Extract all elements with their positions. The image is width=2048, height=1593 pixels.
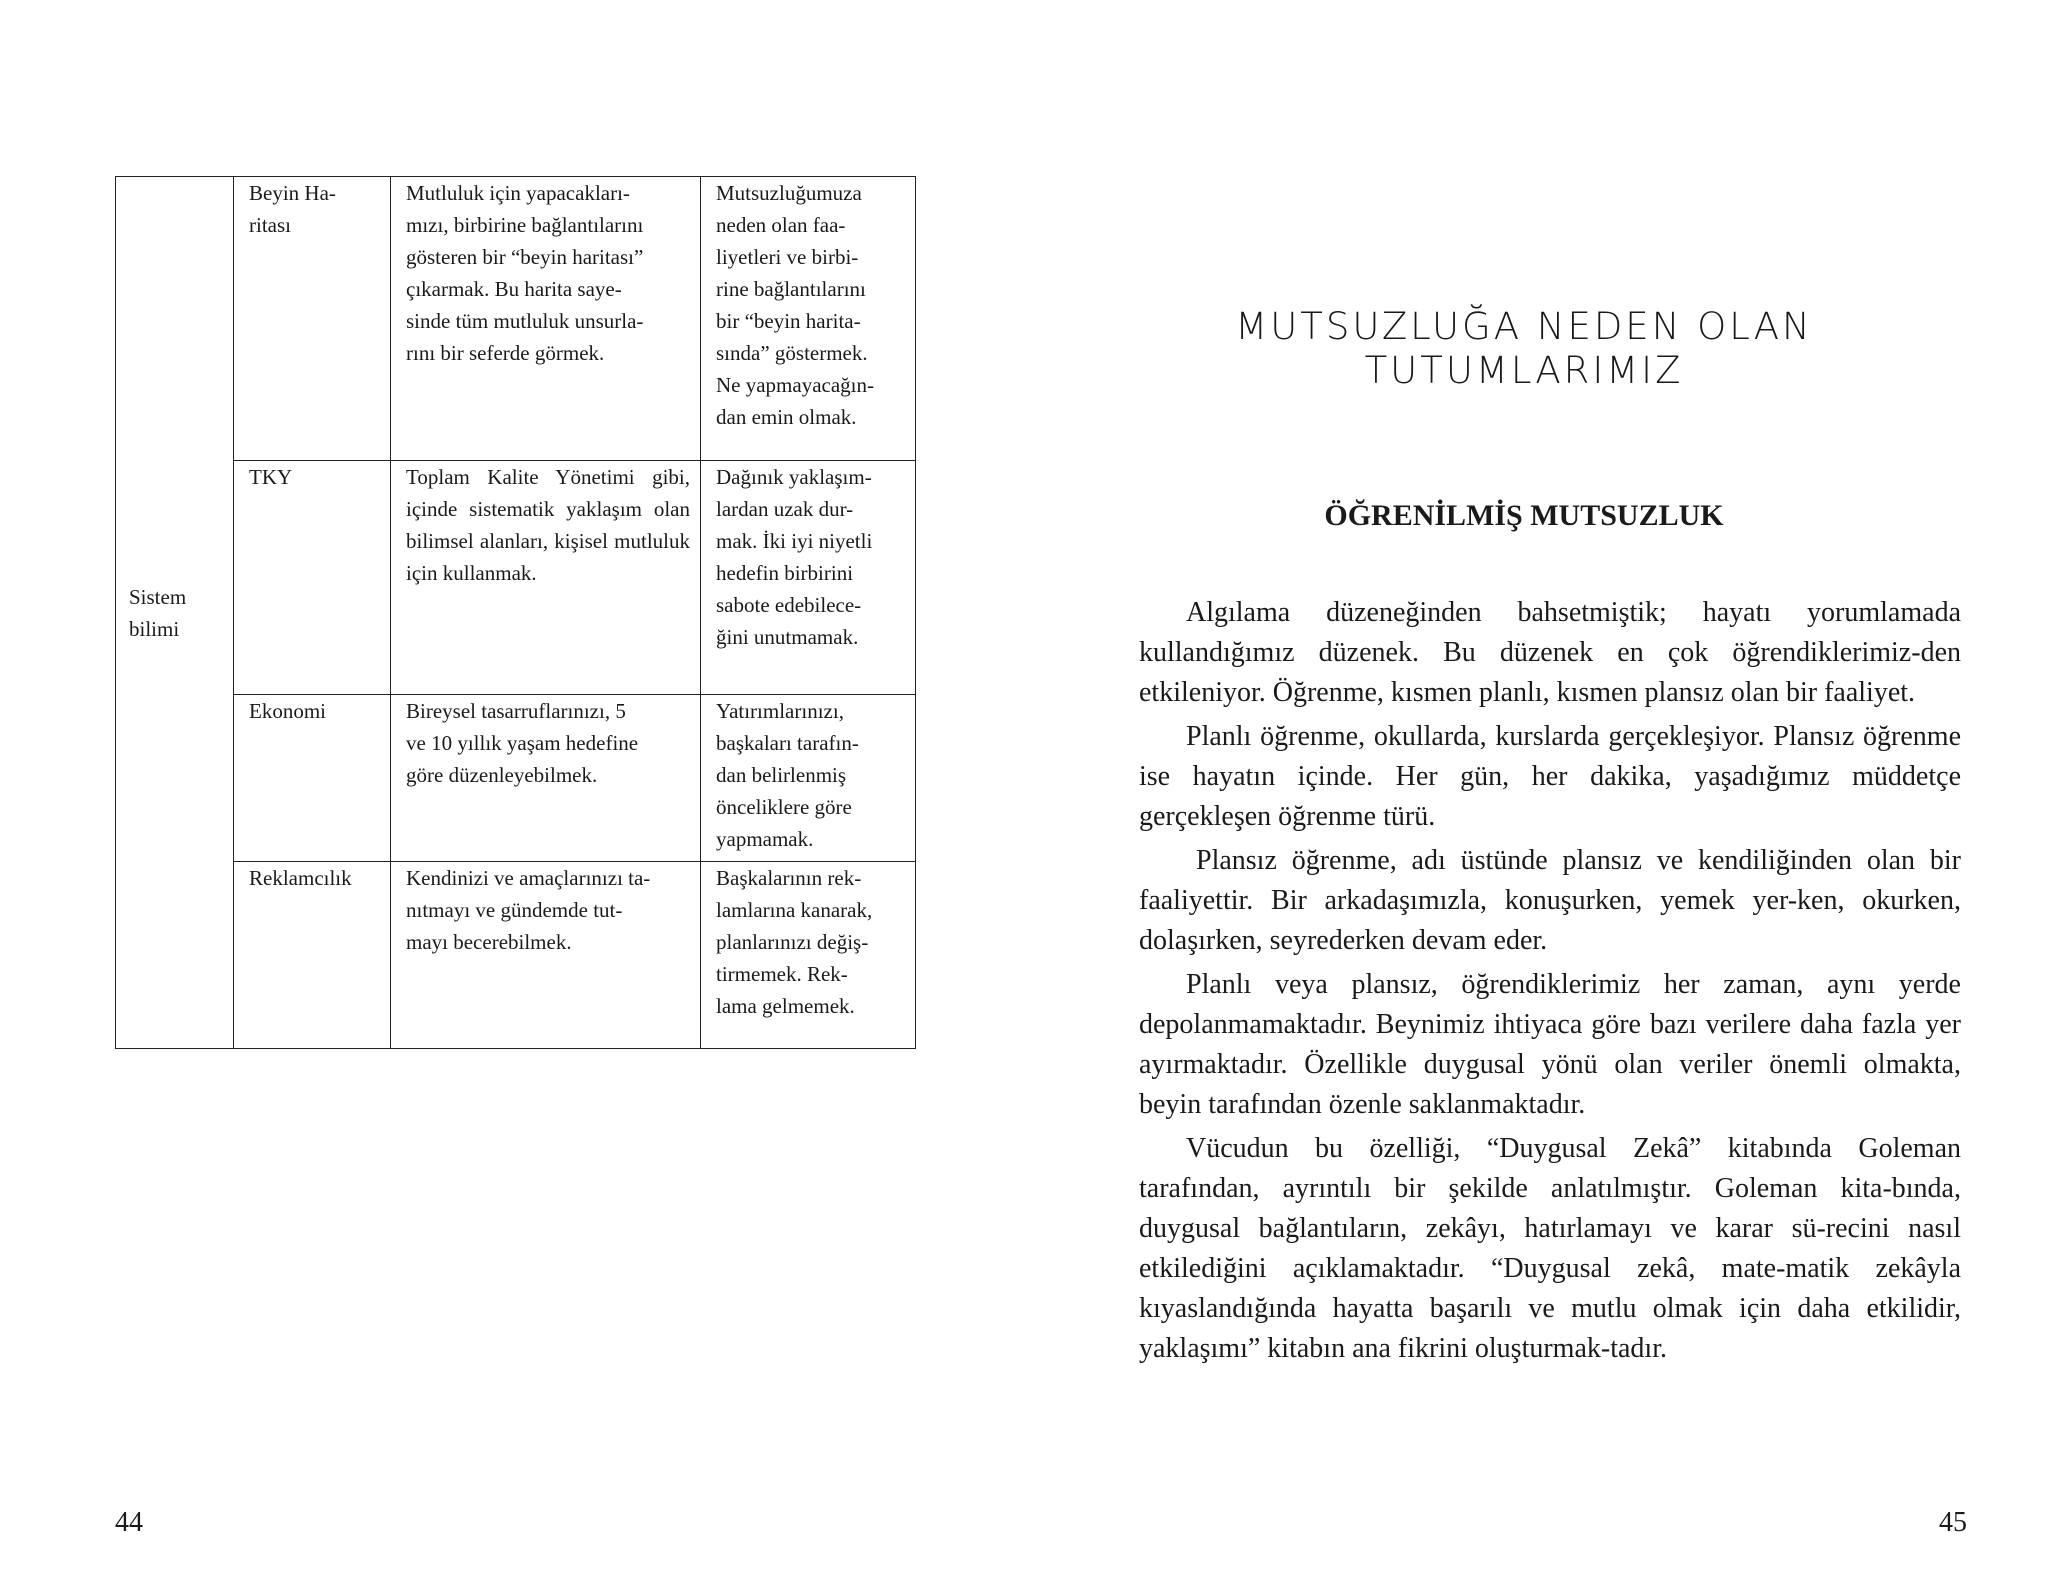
positive-text: Kendinizi ve amaçlarınızı ta- nıtmayı ve gündemde tut- mayı becerebilmek.	[406, 866, 651, 954]
negative-text: Başkalarının rek- lamlarına kanarak, planlarınızı değiş- tirmemek. Rek- lama gelmemek.	[716, 866, 873, 1018]
topic-label: TKY	[249, 465, 293, 489]
positive-text: Mutluluk için yapacakları- mızı, birbirine bağlantılarını gösteren bir “beyin haritası” çıkarmak. Bu harita saye- sinde tüm mutluluk unsurla- rını bir seferde görmek.	[406, 181, 644, 365]
negative-text: Mutsuzluğumuza neden olan faa- liyetleri ve birbi- rine bağlantılarını bir “beyin harita- sında” göstermek. Ne yapmayacağın- dan emin olmak.	[716, 181, 875, 429]
body-text	[1139, 593, 1961, 1373]
chapter-title	[1139, 305, 1909, 393]
negative-cell	[701, 695, 916, 862]
topic-label: Beyin Ha- ritası	[249, 181, 336, 237]
topic-cell	[234, 461, 391, 695]
table-row	[116, 862, 916, 1049]
paragraph-1: Algılama düzeneğinden bahsetmiştik; hayatı yorumlamada kullandığımız düzenek. Bu düzenek en çok öğrendiklerimiz-den etkileniyor. Öğrenme, kısmen planlı, kısmen plansız olan bir faaliyet.	[1139, 597, 1961, 708]
paragraph-4: Planlı veya plansız, öğrendiklerimiz her zaman, aynı yerde depolanmamaktadır. Beynimiz ihtiyaca göre bazı verilere daha fazla yer ayırmaktadır. Özellikle duygusal yönü olan veriler önemli olmakta, beyin tarafından özenle saklanmaktadır.	[1139, 969, 1961, 1120]
topic-cell	[234, 177, 391, 461]
paragraph-3: Plansız öğrenme, adı üstünde plansız ve kendiliğinden olan bir faaliyettir. Bir arkadaşımızla, konuşurken, yemek yer-ken, okurken, dolaşırken, seyrederken devam eder.	[1139, 845, 1961, 956]
negative-text: Dağınık yaklaşım- lardan uzak dur- mak. İki iyi niyetli hedefin birbirini sabote edebilece- ğini unutmamak.	[716, 465, 873, 649]
negative-cell	[701, 862, 916, 1049]
topic-cell	[234, 695, 391, 862]
system-science-table	[115, 176, 916, 1049]
negative-cell	[701, 177, 916, 461]
positive-text: Toplam Kalite Yönetimi gibi, içinde sistematik yaklaşım olan bilimsel alanları, kişisel mutluluk için kullanmak.	[406, 465, 690, 585]
group-label: Sistem bilimi	[129, 584, 187, 641]
chapter-title-line-2: TUTUMLARIMIZ	[1364, 349, 1684, 392]
right-page	[1024, 0, 2048, 1593]
table-row	[116, 695, 916, 862]
topic-label: Ekonomi	[249, 699, 326, 723]
positive-cell	[391, 862, 701, 1049]
group-label-cell	[116, 177, 234, 1049]
positive-cell	[391, 461, 701, 695]
negative-cell	[701, 461, 916, 695]
paragraph-2: Planlı öğrenme, okullarda, kurslarda gerçekleşiyor. Plansız öğrenme ise hayatın içinde. Her gün, her dakika, yaşadığımız müddetçe gerçekleşen öğrenme türü.	[1139, 721, 1961, 832]
paragraph-5: Vücudun bu özelliği, “Duygusal Zekâ” kitabında Goleman tarafından, ayrıntılı bir şekilde anlatılmıştır. Goleman kita-bında, duygusal bağlantıların, zekâyı, hatırlamayı ve karar sü-recini nasıl etkilediğini açıklamaktadır. “Duygusal zekâ, mate-matik zekâyla kıyaslandığında hayatta başarılı ve mutlu olmak için daha etkilidir, yaklaşımı” kitabın ana fikrini oluşturmak-tadır.	[1139, 1133, 1961, 1364]
topic-label: Reklamcılık	[249, 866, 352, 890]
system-science-table-wrapper	[115, 176, 915, 1048]
positive-text: Bireysel tasarruflarınızı, 5 ve 10 yıllık yaşam hedefine göre düzenleyebilmek.	[406, 699, 639, 787]
page-number-right: 45	[1939, 1507, 1967, 1538]
section-title: ÖĞRENİLMİŞ MUTSUZLUK	[1324, 499, 1724, 532]
page-number-left: 44	[115, 1507, 143, 1538]
table-row	[116, 461, 916, 695]
table-row	[116, 177, 916, 461]
negative-text: Yatırımlarınızı, başkaları tarafın- dan belirlenmiş önceliklere göre yapmamak.	[716, 699, 859, 851]
positive-cell	[391, 695, 701, 862]
topic-cell	[234, 862, 391, 1049]
chapter-title-line-1: MUTSUZLUĞA NEDEN OLAN	[1235, 305, 1813, 348]
positive-cell	[391, 177, 701, 461]
